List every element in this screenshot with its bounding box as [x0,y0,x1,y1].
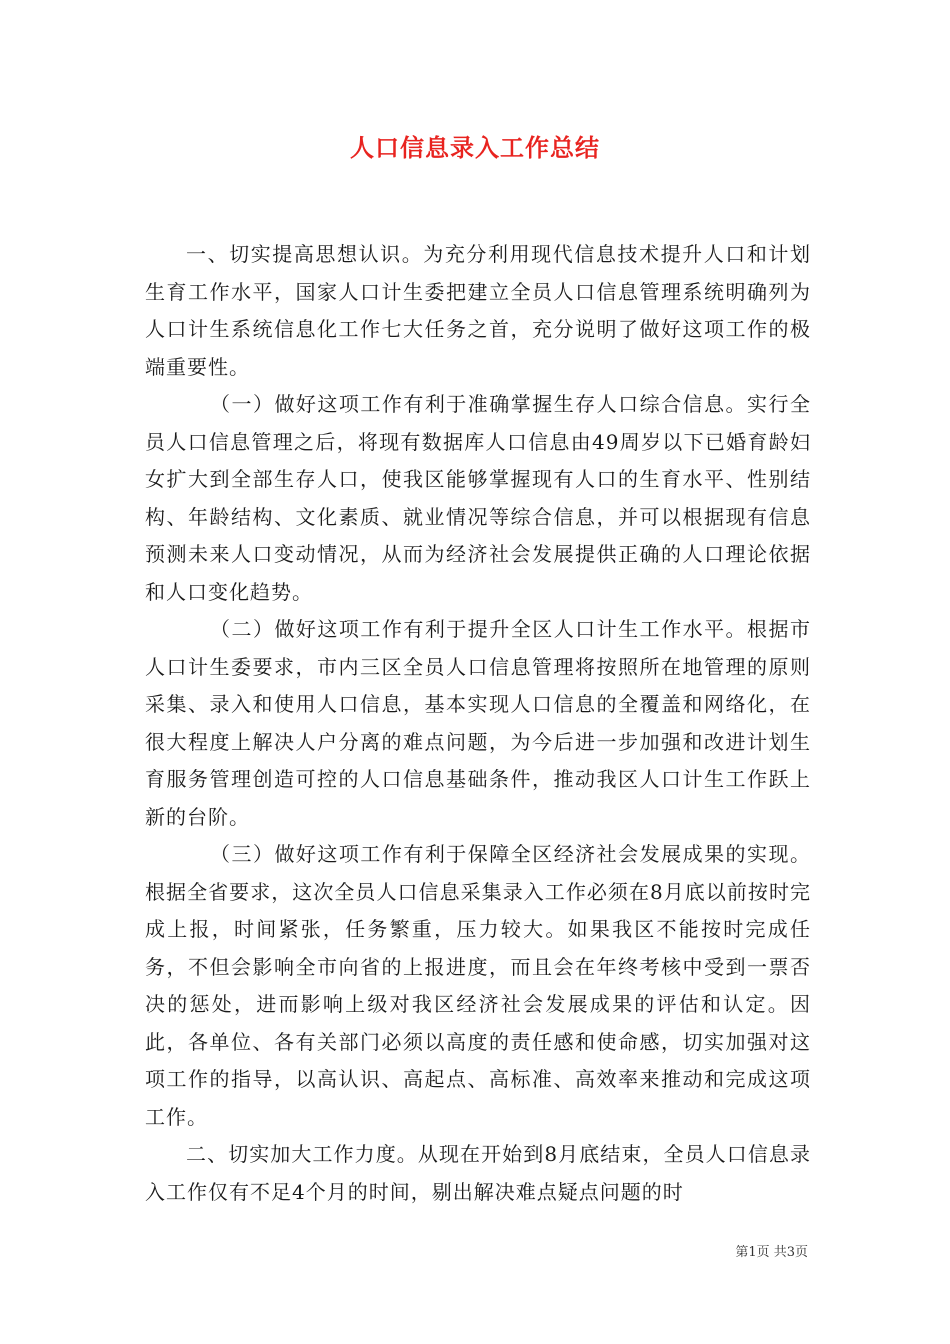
paragraph-subsection-three: （三）做好这项工作有利于保障全区经济社会发展成果的实现。根据全省要求，这次全员人口信息采集录入工作必须在8月底以前按时完成上报，时间紧张，任务繁重，压力较大。如果我区不能按时完成任务，不但会影响全市向省的上报进度，而且会在年终考核中受到一票否决的惩处，进而影响上级对我区经济社会发展成果的评估和认定。因此，各单位、各有关部门必须以高度的责任感和使命感，切实加强对这项工作的指导，以高认识、高起点、高标准、高效率来推动和完成这项工作。 [145,842,811,1129]
page-title: 人口信息录入工作总结 [350,133,600,162]
document-body [145,236,811,1211]
page-number: 第1页 共3页 [735,1245,808,1260]
paragraph-subsection-one: （一）做好这项工作有利于准确掌握生存人口综合信息。实行全员人口信息管理之后，将现有数据库人口信息由49周岁以下已婚育龄妇女扩大到全部生存人口，使我区能够掌握现有人口的生育水平、性别结构、年龄结构、文化素质、就业情况等综合信息，并可以根据现有信息预测未来人口变动情况，从而为经济社会发展提供正确的人口理论依据和人口变化趋势。 [145,392,811,604]
paragraph-subsection-two: （二）做好这项工作有利于提升全区人口计生工作水平。根据市人口计生委要求，市内三区全员人口信息管理将按照所在地管理的原则采集、录入和使用人口信息，基本实现人口信息的全覆盖和网络化，在很大程度上解决人户分离的难点问题，为今后进一步加强和改进计划生育服务管理创造可控的人口信息基础条件，推动我区人口计生工作跃上新的台阶。 [145,617,811,829]
paragraph-section-one: 一、切实提高思想认识。为充分利用现代信息技术提升人口和计划生育工作水平，国家人口计生委把建立全员人口信息管理系统明确列为人口计生系统信息化工作七大任务之首，充分说明了做好这项工作的极端重要性。 [145,242,811,379]
paragraph-section-two: 二、切实加大工作力度。从现在开始到8月底结束，全员人口信息录入工作仅有不足4个月的时间，剔出解决难点疑点问题的时 [145,1142,811,1204]
